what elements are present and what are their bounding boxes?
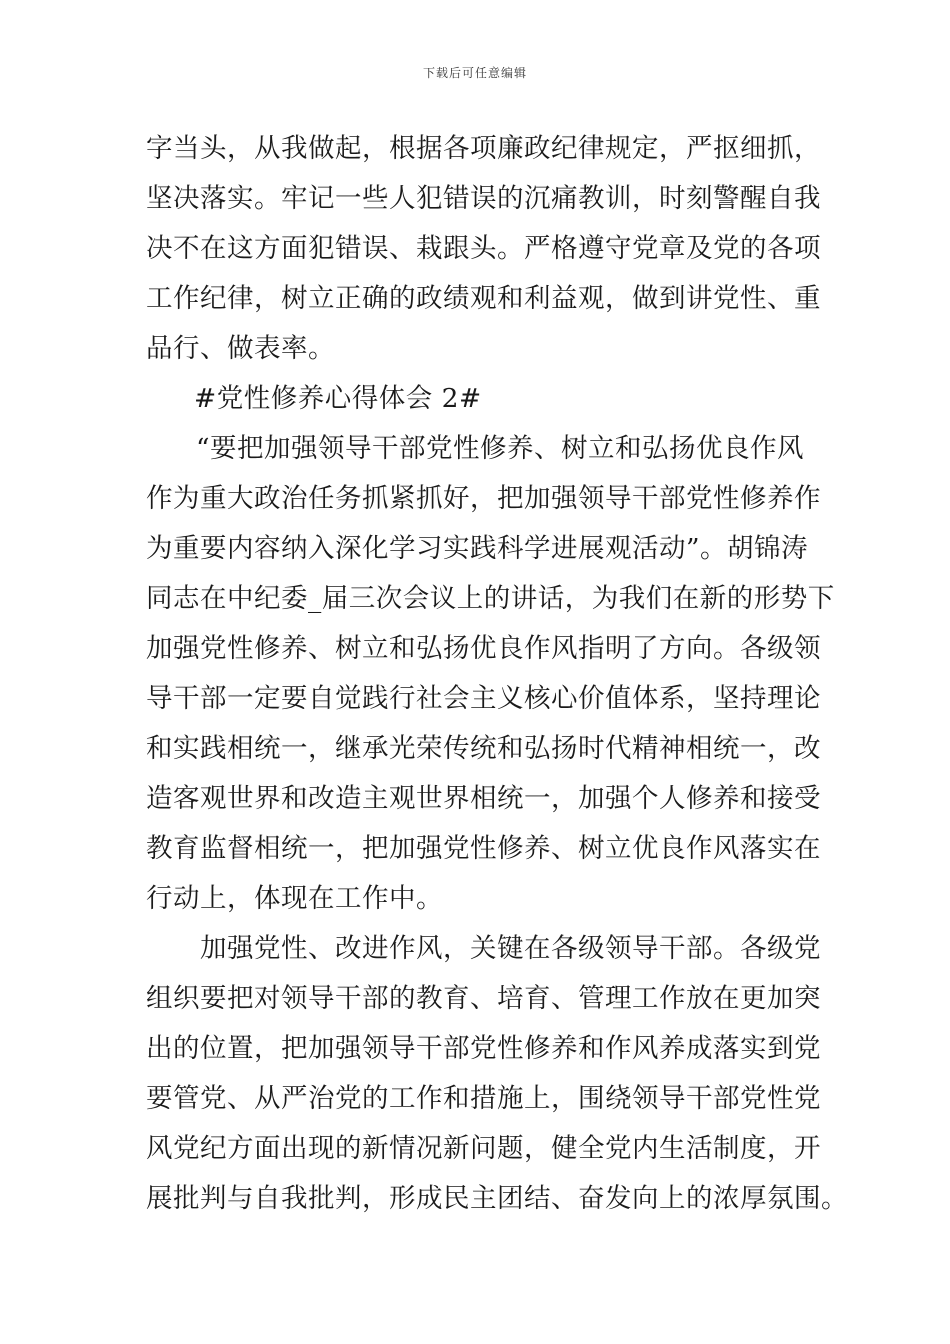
text-line: 教育监督相统一，把加强党性修养、树立优良作风落实在 (146, 833, 821, 864)
text-line: 字当头，从我做起，根据各项廉政纪律规定，严抠细抓， (146, 133, 821, 164)
page-header: 下载后可任意编辑 (422, 66, 527, 80)
text-line: 同志在中纪委_届三次会议上的讲话，为我们在新的形势下 (146, 583, 835, 614)
text-line: 作为重大政治任务抓紧抓好，把加强领导干部党性修养作 (146, 483, 821, 514)
text-line: 组织要把对领导干部的教育、培育、管理工作放在更加突 (146, 983, 821, 1014)
text-line: 展批判与自我批判，形成民主团结、奋发向上的浓厚氛围。 (146, 1183, 848, 1214)
text-line: 出的位置，把加强领导干部党性修养和作风养成落实到党 (146, 1033, 821, 1064)
text-line: 决不在这方面犯错误、栽跟头。严格遵守党章及党的各项 (146, 233, 821, 264)
section-heading: #党性修养心得体会 2# (194, 383, 482, 414)
text-line: 为重要内容纳入深化学习实践科学进展观活动”。胡锦涛 (146, 533, 809, 564)
text-line: 导干部一定要自觉践行社会主义核心价值体系，坚持理论 (146, 683, 821, 714)
text-line: 造客观世界和改造主观世界相统一，加强个人修养和接受 (146, 783, 821, 814)
text-line: 风党纪方面出现的新情况新问题，健全党内生活制度，开 (146, 1133, 821, 1164)
text-line: 加强党性、改进作风，关键在各级领导干部。各级党 (200, 933, 821, 964)
text-line: 品行、做表率。 (146, 333, 335, 364)
text-line: 加强党性修养、树立和弘扬优良作风指明了方向。各级领 (146, 633, 821, 664)
text-line: 要管党、从严治党的工作和措施上，围绕领导干部党性党 (146, 1083, 821, 1114)
document-body (146, 124, 848, 1224)
text-line: 和实践相统一，继承光荣传统和弘扬时代精神相统一，改 (146, 733, 821, 764)
text-line: 行动上，体现在工作中。 (146, 883, 443, 914)
text-line: 坚决落实。牢记一些人犯错误的沉痛教训，时刻警醒自我 (146, 183, 821, 214)
text-line: “要把加强领导干部党性修养、树立和弘扬优良作风 (196, 433, 805, 464)
text-line: 工作纪律，树立正确的政绩观和利益观，做到讲党性、重 (146, 283, 821, 314)
